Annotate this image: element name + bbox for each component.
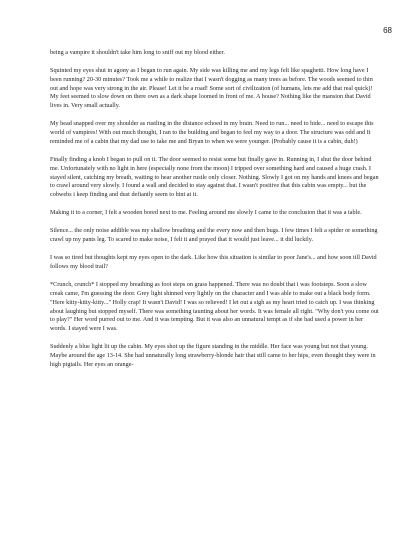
paragraph: being a vampire it shouldn't take him long to sniff out my blood either.	[50, 49, 225, 56]
paragraph: Making it to a corner, I felt a wooden bored next to me. Feeling around me slowly I came to the conclusion that it was a table.	[50, 209, 362, 217]
paragraph: *Crunch, crunch* I stopped my breathing as foot steps on grass happened. There was no doubt that i was footsteps. Soon a slow creak came, I'm guessing the door. Grey light shinned very lightly on the character and I was able to make out a black body form. "Here kitty-kitty-kitty..." Holly crap! It wasn't David! I was so relieved! I let out a sigh as my heart tried to catch up. I was thinking about laughing but stopped myself. There was something taunting about her words. It was female all right. "Why don't you come out to play?" Her word purred out to me. And it was tempting. But it was also an unnatural tempt as if she had used a power in her words. I stayed were I was.	[50, 281, 379, 333]
paragraph: I was so tired but thoughts kept my eyes open to the dark. Like how this situation is similar to poor Jane's... and how soon till David follows my blood trail?	[50, 254, 377, 271]
page-number: 68	[383, 26, 392, 35]
story-text	[50, 49, 380, 379]
paragraph: Suddenly a blue light lit up the cabin. My eyes shot up the figure standing in the middle. Her face was young but not that young. Maybe around the age 13-14. She had unnaturally long strawberry-blonde hair that still came to her hips, even thought they were in high pigtails. Her eyes an orange-	[50, 343, 376, 368]
paragraph: Squinted my eyes shut in agony as I began to run again. My side was killing me and my legs felt like spaghetti. How long have I been running? 20-30 minutes? Took me a while to realize that I wasn't dogging as many trees as before. The woods seemed to thin out and hope was very strong in the air. Please! Let it be a road! Some sort of civilization (of humans, lets me add that real quick)! My feet seemed to slow down on there own as a dark shape loomed in front of me. A house? Nothing like the mansion that David lives in. Very small actually.	[50, 67, 373, 110]
paragraph: Silence... the only noise addible was my shallow breathing and the every now and then bugs. I few times I felt a spider or something crawl up my pants leg. To scared to make noise, I felt it and prayed that it would just leave... it did luckily.	[50, 227, 378, 244]
paragraph: Finally finding a knob I began to pull on it. The door seemed to resist some but finally gave in. Running in, I shut the door behind me. Unfortunately with no light in here (especially none from the moon) I tripped over something hard and caused a huge crash. I stayed silent, catching my breath, waiting to hear another rustle only closer. Nothing. Slowly I got on my hands and knees and began to crawl around very slowly. I found a wall and decided to stay against that. I wasn't positive that this cabin was empty... but the cobwebs i keep finding and dust defiantly seem to hint at it.	[50, 156, 379, 199]
paragraph: My head snapped over my shoulder as rustling in the distance echoed in my brain. Need to run... need to hide... need to escape this world of vampires! With out much thought, I ran to the building and began to feel my way to a door. The structure was odd and It reminded me of a cabin that my dad use to take me and Bryan to when we were younger. (Probably cause it is a cabin, duh!)	[50, 120, 374, 145]
